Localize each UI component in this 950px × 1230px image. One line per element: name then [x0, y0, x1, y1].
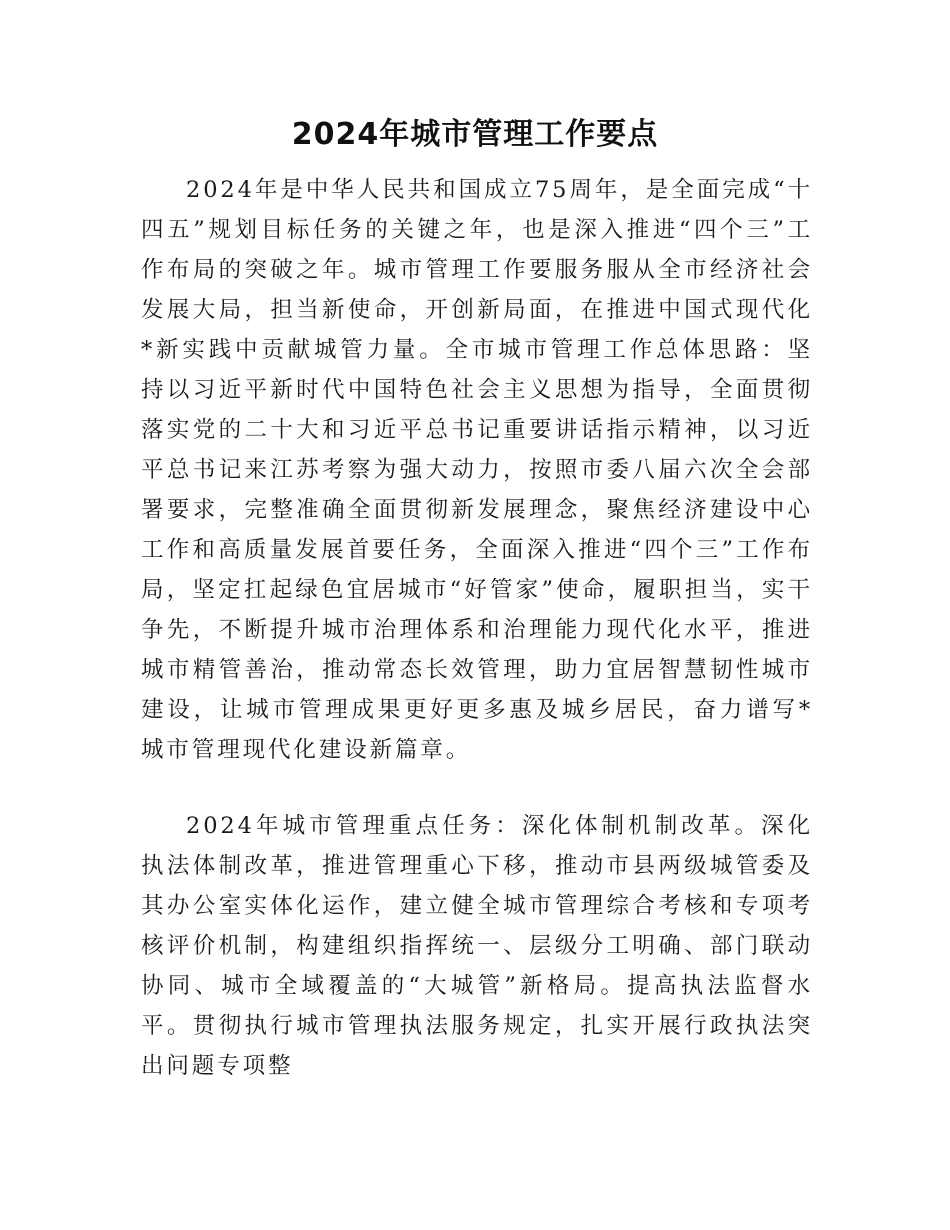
body-paragraph-2: 2024年城市管理重点任务：深化体制机制改革。深化执法体制改革，推进管理重心下移，推动市县两级城管委及其办公室实体化运作，建立健全城市管理综合考核和专项考核评价机制，构建组织指挥统一、层级分工明确、部门联动协同、城市全域覆盖的“大城管”新格局。提高执法监督水平。贯彻执行城市管理执法服务规定，扎实开展行政执法突出问题专项整	[141, 813, 813, 1079]
body-paragraph-1: 2024年是中华人民共和国成立75周年，是全面完成“十四五”规划目标任务的关键之年，也是深入推进“四个三”工作布局的突破之年。城市管理工作要服务服从全市经济社会发展大局，担当新使命，开创新局面，在推进中国式现代化*新实践中贡献城管力量。全市城市管理工作总体思路：坚持以习近平新时代中国特色社会主义思想为指导，全面贯彻落实党的二十大和习近平总书记重要讲话指示精神，以习近平总书记来江苏考察为强大动力，按照市委八届六次全会部署要求，完整准确全面贯彻新发展理念，聚焦经济建设中心工作和高质量发展首要任务，全面深入推进“四个三”工作布局，坚定扛起绿色宜居城市“好管家”使命，履职担当，实干争先，不断提升城市治理体系和治理能力现代化水平，推进城市精管善治，推动常态长效管理，助力宜居智慧韧性城市建设，让城市管理成果更好更多惠及城乡居民，奋力谱写*城市管理现代化建设新篇章。	[141, 177, 813, 763]
document-title: 2024年城市管理工作要点	[291, 117, 659, 152]
